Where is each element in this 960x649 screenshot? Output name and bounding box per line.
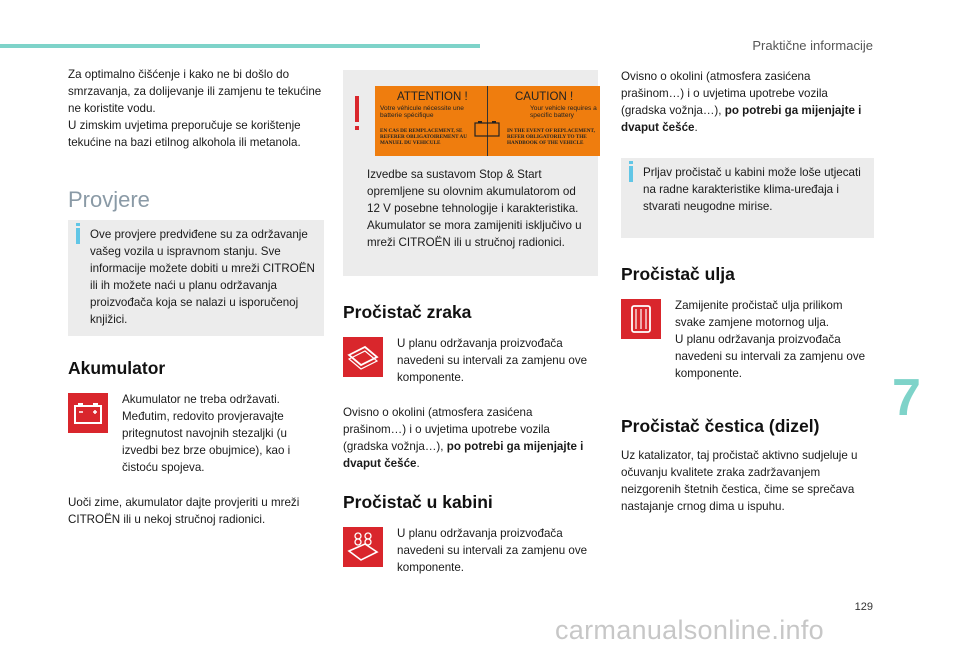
air-filter-section (343, 335, 598, 386)
sticker-en-foot: IN THE EVENT OF REPLACEMENT, REFER OBLIGATORILY TO THE HANDBOOK OF THE VEHICLE (507, 128, 595, 146)
oil-filter-text-2: U planu održavanja proizvođača navedeni su intervali za zamjenu ove komponente. (675, 333, 866, 380)
air-filter-heading: Pročistač zraka (343, 302, 472, 322)
header-accent-bar (0, 44, 480, 48)
column-left (68, 66, 324, 528)
sticker-en-sub: Your vehicle requires a specific battery (530, 105, 597, 119)
sticker-attention: ATTENTION ! (397, 91, 468, 103)
akumulator-section (68, 391, 324, 476)
cabin-filter-icon (343, 527, 383, 567)
akumulator-text: Akumulator ne treba održavati. Međutim, redovito provjeravajte pritegnutost navojnih stezaljki (u izvedbi bez brze obujmice), kao i čistoću spojeva. (122, 393, 291, 474)
air-filter-icon (343, 337, 383, 377)
cabin-filter-text: U planu održavanja proizvođača navedeni su intervali za zamjenu ove komponente. (397, 527, 588, 574)
air-filter-bold: po potrebi ga mijenjajte i dvaput češće (343, 440, 584, 470)
sticker-fr-sub: Votre véhicule nécessite une batterie spécifique (380, 105, 464, 119)
akumulator-winter-text: Uoči zime, akumulator dajte provjeriti u mreži CITROËN ili u nekoj stručnoj radionici. (68, 496, 300, 526)
air-filter-text: U planu održavanja proizvođača navedeni su intervali za zamjenu ove komponente. (397, 337, 588, 384)
oil-filter-section (621, 297, 874, 382)
dirty-filter-note (621, 158, 874, 238)
column-middle (343, 70, 598, 576)
cabin-extra-text: Ovisno o okolini (atmosfera zasićena prašinom…) i o uvjetima upotrebe vozila (gradska vožnja…), po potrebi ga mijenjajte i dvaput češće. (621, 70, 862, 134)
provjere-info-note (68, 220, 324, 336)
provjere-heading: Provjere (68, 187, 150, 212)
cabin-bold: po potrebi ga mijenjajte i dvaput češće (621, 104, 862, 134)
dirty-filter-text: Prljav pročistač u kabini može loše utjecati na radne karakteristike klima-uređaja i stvarati neugodne mirise. (643, 166, 861, 213)
cabin-filter-section (343, 525, 598, 576)
provjere-note-text: Ove provjere predviđene su za održavanje vašeg vozila u ispravnom stanju. Sve informacije možete dobiti u mreži CITROËN ili ih možete naći u planu održavanja proizvođača koja se nalazi u isporučenoj knjižici. (90, 228, 315, 326)
oil-filter-heading: Pročistač ulja (621, 264, 735, 284)
sticker-caution: CAUTION ! (515, 91, 574, 103)
info-icon (629, 166, 633, 182)
info-icon (76, 228, 80, 244)
watermark: carmanualsonline.info (555, 615, 824, 645)
air-filter-extra-text: Ovisno o okolini (atmosfera zasićena prašinom…) i o uvjetima upotrebe vozila (gradska vožnja…), po potrebi ga mijenjajte i dvaput češće. (343, 406, 584, 470)
particle-filter-heading: Pročistač čestica (dizel) (621, 416, 820, 436)
battery-warning-box (343, 70, 598, 276)
chapter-number: 7 (892, 369, 921, 427)
battery-sticker-illustration (363, 82, 597, 158)
intro-text-2: U zimskim uvjetima preporučuje se korištenje tekućine na bazi etilnog alkohola ili metanola. (68, 119, 301, 149)
battery-icon (68, 393, 108, 433)
particle-filter-text: Uz katalizator, taj pročistač aktivno sudjeluje u očuvanju kvalitete zraka zadržavanjem neizgorenih štetnih čestica, čime se sprečava nastajanje crnog dima u ispuhu. (621, 449, 858, 513)
cabin-filter-heading: Pročistač u kabini (343, 492, 493, 512)
sticker-fr-foot: EN CAS DE REMPLACEMENT, SE REFERER OBLIGATOIREMENT AU MANUEL DU VEHICULE (380, 128, 468, 146)
column-right (621, 68, 874, 515)
oil-filter-text-1: Zamijenite pročistač ulja prilikom svake zamjene motornog ulja. (675, 299, 843, 329)
warning-exclamation-icon (355, 96, 359, 122)
battery-label-sticker (375, 86, 600, 156)
page-number: 129 (854, 601, 873, 613)
oil-filter-icon (621, 299, 661, 339)
section-title: Praktične informacije (752, 38, 873, 53)
intro-text-1: Za optimalno čišćenje i kako ne bi došlo do smrzavanja, za dolijevanje ili zamjenu te tekućine ne koristite vodu. (68, 68, 322, 115)
akumulator-heading: Akumulator (68, 358, 166, 378)
stop-start-text: Izvedbe sa sustavom Stop & Start opremljene su olovnim akumulatorom od 12 V posebne tehnologije i karakteristika. Akumulator se mora zamijeniti isključivo u mreži CITROËN ili u stručnoj radionici. (367, 168, 582, 249)
